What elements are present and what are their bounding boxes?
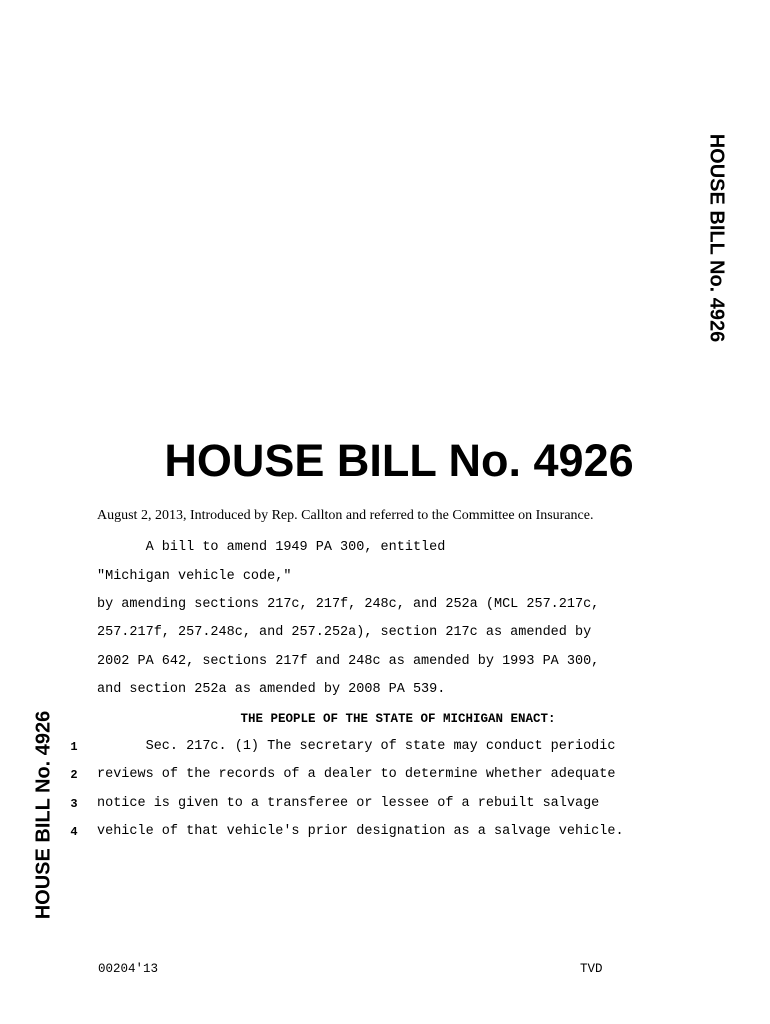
bill-text-line: and section 252a as amended by 2008 PA 539. — [97, 682, 446, 697]
side-label-left: HOUSE BILL No. 4926 — [32, 710, 55, 920]
side-label-right: HOUSE BILL No. 4926 — [705, 133, 728, 343]
line-number: 3 — [70, 797, 78, 811]
line-number: 2 — [70, 768, 78, 782]
numbered-line-text: Sec. 217c. (1) The secretary of state may conduct periodic — [97, 739, 616, 754]
bill-text-line: A bill to amend 1949 PA 300, entitled — [97, 540, 446, 555]
footer-initials: TVD — [580, 962, 603, 976]
bill-text-line: 2002 PA 642, sections 217f and 248c as amended by 1993 PA 300, — [97, 654, 600, 669]
footer-document-code: 00204'13 — [98, 962, 159, 976]
enacting-clause: THE PEOPLE OF THE STATE OF MICHIGAN ENACT: — [240, 712, 556, 726]
bill-text-line: by amending sections 217c, 217f, 248c, and 252a (MCL 257.217c, — [97, 597, 600, 612]
introduction-line: August 2, 2013, Introduced by Rep. Callton and referred to the Committee on Insurance. — [97, 508, 594, 523]
numbered-line-text: reviews of the records of a dealer to determine whether adequate — [97, 767, 616, 782]
bill-text-line: 257.217f, 257.248c, and 257.252a), section 217c as amended by — [97, 625, 592, 640]
line-number: 1 — [70, 740, 78, 754]
numbered-line-text: notice is given to a transferee or lessee of a rebuilt salvage — [97, 796, 600, 811]
line-number: 4 — [70, 825, 78, 839]
bill-text-line: "Michigan vehicle code," — [97, 569, 292, 584]
bill-title: HOUSE BILL No. 4926 — [164, 435, 634, 486]
numbered-line-text: vehicle of that vehicle's prior designation as a salvage vehicle. — [97, 824, 624, 839]
